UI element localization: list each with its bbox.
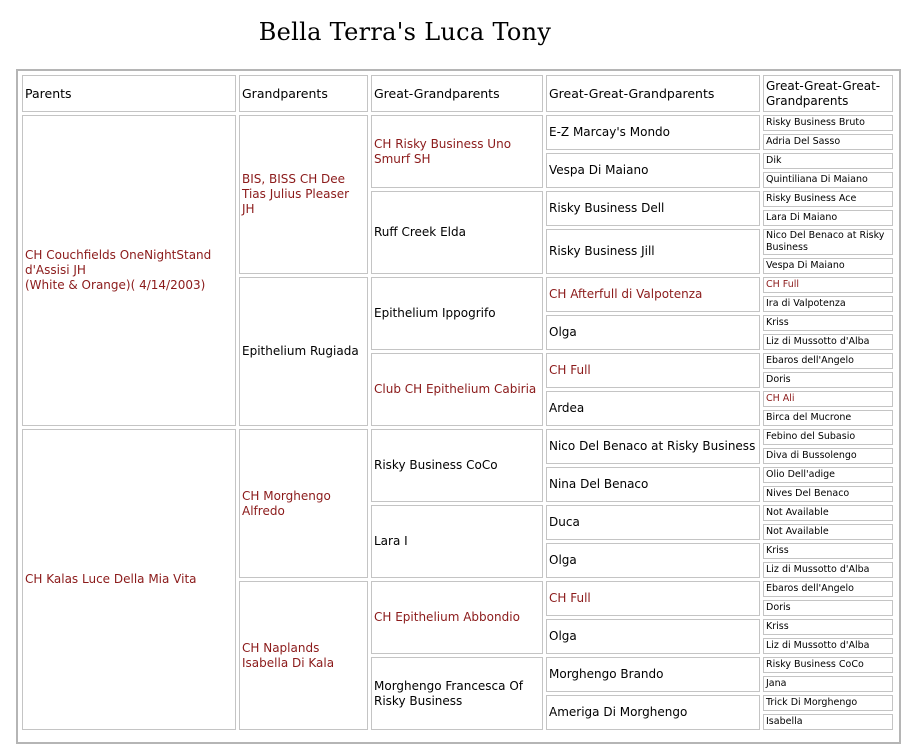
great-great-great-grandparent-cell: Doris [763,372,893,388]
parent-cell [22,429,236,730]
great-great-grandparent-cell: Vespa Di Maiano [546,153,760,188]
great-great-great-grandparent-cell: Nico Del Benaco at Risky Business [763,229,893,255]
parent-line: CH Couchfields OneNightStand d'Assisi JH [25,248,212,277]
grandparent-cell: CH Morghengo Alfredo [239,429,368,578]
great-great-grandparent-cell: Ardea [546,391,760,426]
great-great-great-grandparent-cell: Adria Del Sasso [763,134,893,150]
header-grandparents: Grandparents [239,75,368,112]
pedigree-row [22,429,893,445]
great-grandparent-cell: Epithelium Ippogrifo [371,277,543,350]
great-grandparent-cell: Ruff Creek Elda [371,191,543,274]
great-great-great-grandparent-cell: Risky Business Ace [763,191,893,207]
great-great-great-grandparent-cell: Doris [763,600,893,616]
great-great-great-grandparent-cell: Not Available [763,505,893,521]
parent-line: (White & Orange)( 4/14/2003) [25,278,206,292]
great-great-great-grandparent-cell: Risky Business CoCo [763,657,893,673]
great-great-great-grandparent-cell: Dik [763,153,893,169]
header-great-grandparents: Great-Grandparents [371,75,543,112]
great-great-great-grandparent-cell: Isabella [763,714,893,730]
great-grandparent-cell: Club CH Epithelium Cabiria [371,353,543,426]
great-great-great-grandparent-cell: Lara Di Maiano [763,210,893,226]
grandparent-cell: Epithelium Rugiada [239,277,368,426]
great-great-great-grandparent-cell: Olio Dell'adige [763,467,893,483]
great-great-grandparent-cell: Olga [546,543,760,578]
great-great-grandparent-cell: Nina Del Benaco [546,467,760,502]
great-grandparent-cell: Lara I [371,505,543,578]
great-great-great-grandparent-cell: Birca del Mucrone [763,410,893,426]
great-great-grandparent-cell: CH Afterfull di Valpotenza [546,277,760,312]
great-great-great-grandparent-cell: Liz di Mussotto d'Alba [763,562,893,578]
great-great-great-grandparent-cell: Liz di Mussotto d'Alba [763,638,893,654]
great-great-great-grandparent-cell: Jana [763,676,893,692]
great-grandparent-cell: CH Epithelium Abbondio [371,581,543,654]
pedigree-table [19,72,896,733]
header-parents: Parents [22,75,236,112]
great-great-great-grandparent-cell: CH Full [763,277,893,293]
great-great-grandparent-cell: Ameriga Di Morghengo [546,695,760,730]
great-great-great-grandparent-cell: Kriss [763,315,893,331]
grandparent-cell: BIS, BISS CH Dee Tias Julius Pleaser JH [239,115,368,274]
great-great-grandparent-cell: Risky Business Jill [546,229,760,274]
great-grandparent-cell: CH Risky Business Uno Smurf SH [371,115,543,188]
great-grandparent-cell: Morghengo Francesca Of Risky Business [371,657,543,730]
great-great-great-grandparent-cell: Trick Di Morghengo [763,695,893,711]
great-great-great-grandparent-cell: Febino del Subasio [763,429,893,445]
great-great-great-grandparent-cell: Kriss [763,619,893,635]
great-great-grandparent-cell: Olga [546,315,760,350]
great-great-grandparent-cell: Nico Del Benaco at Risky Business [546,429,760,464]
parent-line: CH Kalas Luce Della Mia Vita [25,572,197,586]
pedigree-body [22,115,893,730]
grandparent-cell: CH Naplands Isabella Di Kala [239,581,368,730]
great-great-great-grandparent-cell: Nives Del Benaco [763,486,893,502]
great-great-grandparent-cell: Duca [546,505,760,540]
header-great-great-great-grandparents: Great-Great-Great-Grandparents [763,75,893,112]
great-great-grandparent-cell: Risky Business Dell [546,191,760,226]
great-great-great-grandparent-cell: Not Available [763,524,893,540]
parent-cell [22,115,236,426]
great-great-great-grandparent-cell: Ebaros dell'Angelo [763,581,893,597]
great-grandparent-cell: Risky Business CoCo [371,429,543,502]
great-great-grandparent-cell: Morghengo Brando [546,657,760,692]
great-great-great-grandparent-cell: Ebaros dell'Angelo [763,353,893,369]
great-great-great-grandparent-cell: Diva di Bussolengo [763,448,893,464]
great-great-great-grandparent-cell: Ira di Valpotenza [763,296,893,312]
great-great-grandparent-cell: CH Full [546,581,760,616]
pedigree-row [22,115,893,131]
header-great-great-grandparents: Great-Great-Grandparents [546,75,760,112]
great-great-grandparent-cell: E-Z Marcay's Mondo [546,115,760,150]
great-great-great-grandparent-cell: Quintiliana Di Maiano [763,172,893,188]
page-title: Bella Terra's Luca Tony [258,18,552,46]
header-row [22,75,893,112]
great-great-grandparent-cell: Olga [546,619,760,654]
great-great-great-grandparent-cell: Liz di Mussotto d'Alba [763,334,893,350]
great-great-great-grandparent-cell: Risky Business Bruto [763,115,893,131]
great-great-great-grandparent-cell: Vespa Di Maiano [763,258,893,274]
great-great-great-grandparent-cell: Kriss [763,543,893,559]
great-great-great-grandparent-cell: CH Ali [763,391,893,407]
great-great-grandparent-cell: CH Full [546,353,760,388]
